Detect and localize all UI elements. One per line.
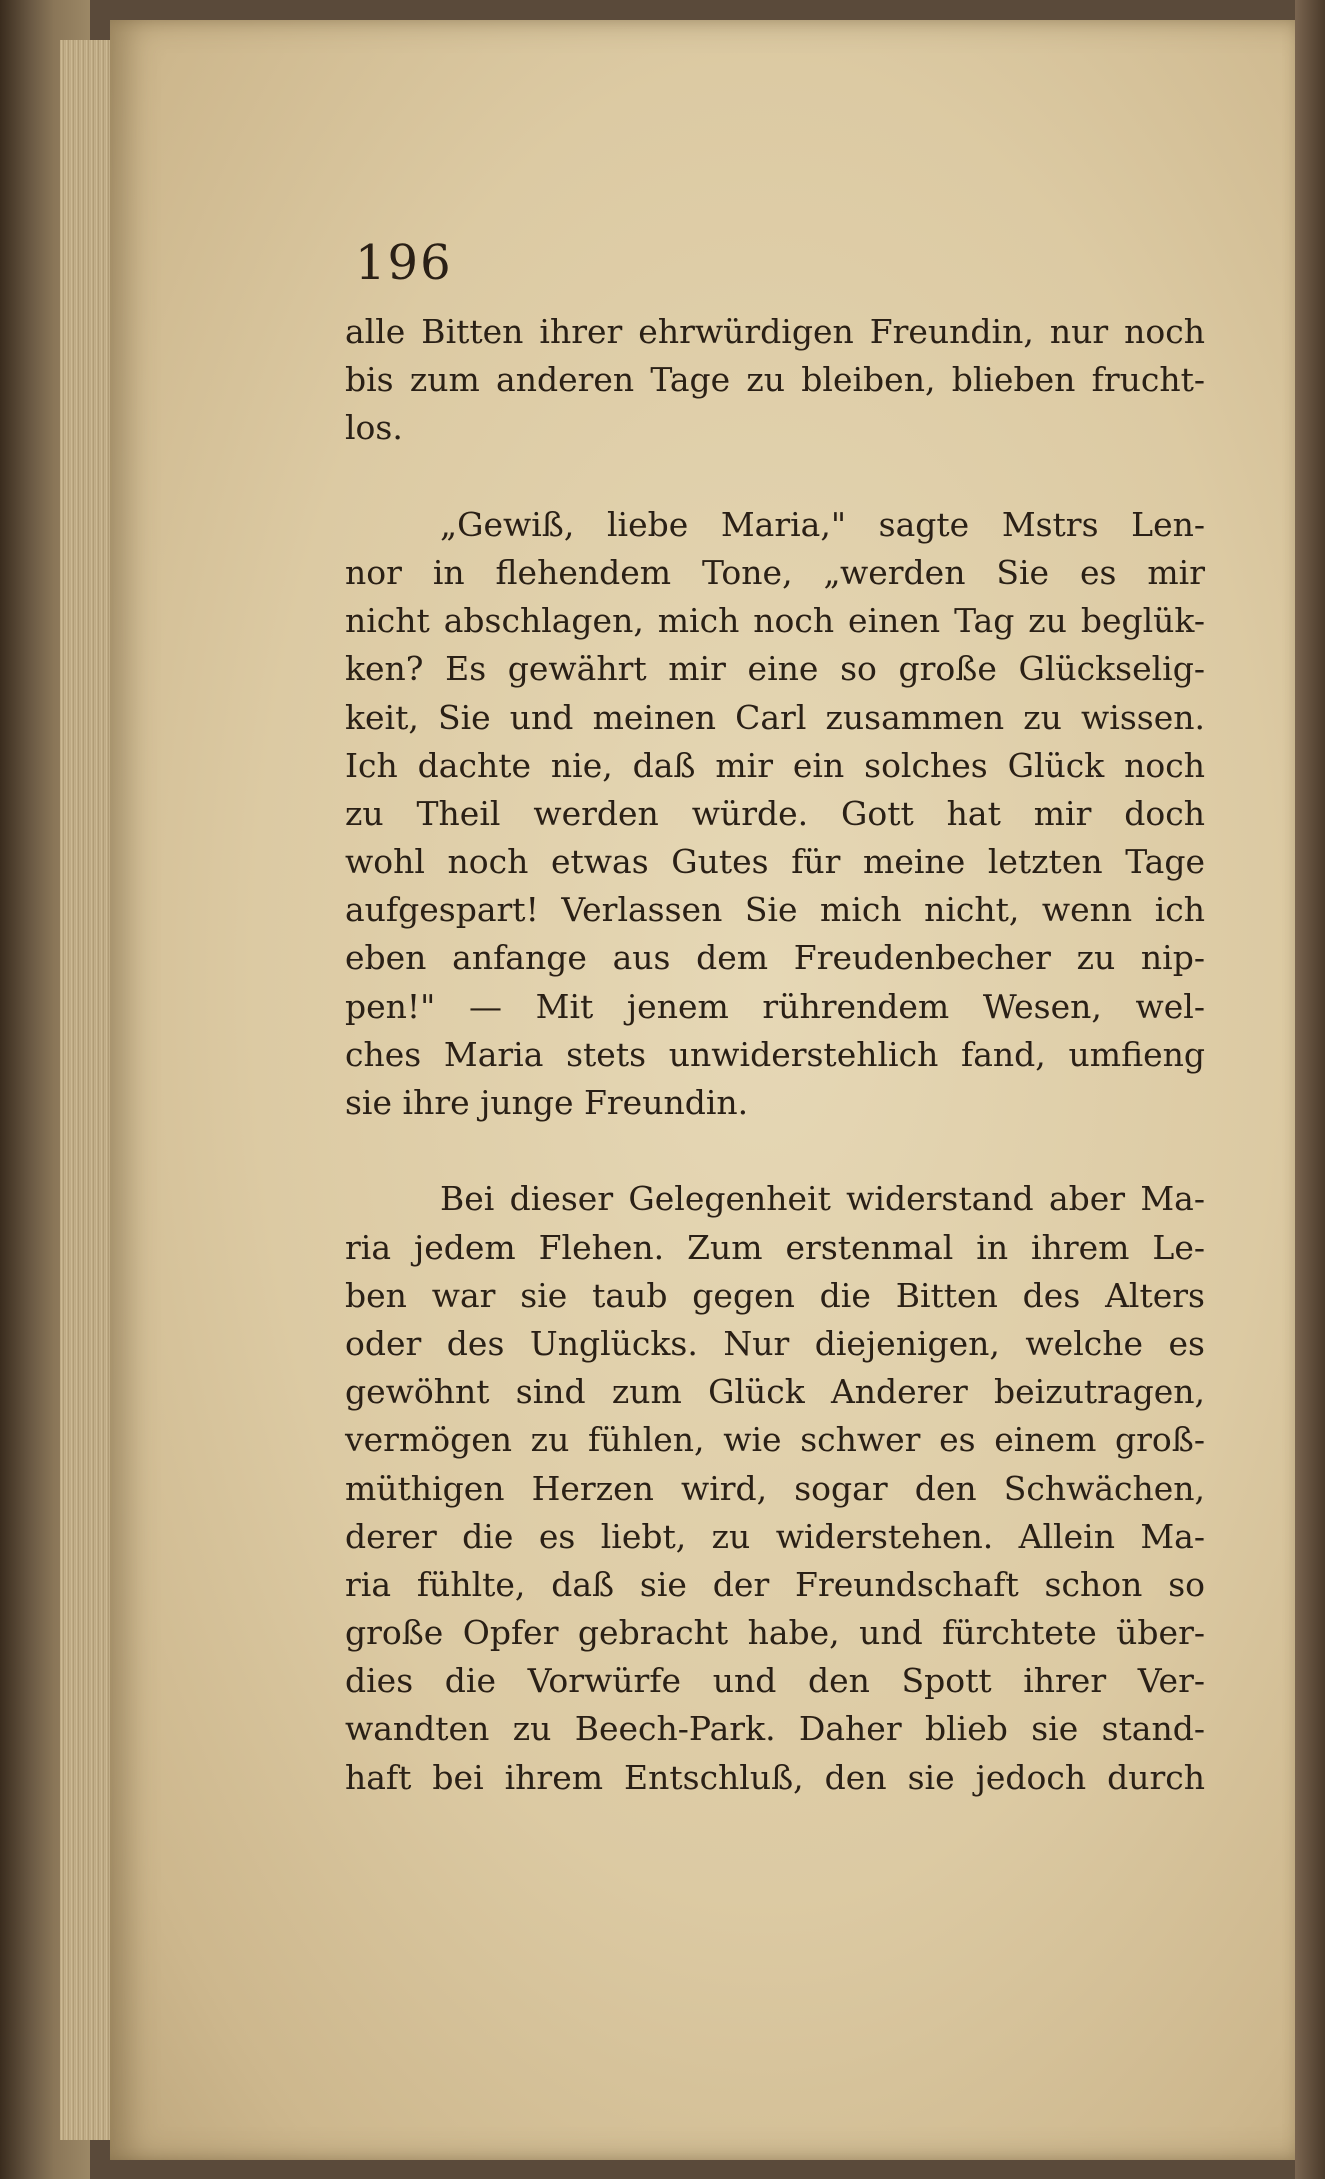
text-line: zu Theil werden würde. Gott hat mir doch — [345, 793, 1205, 833]
text-line: pen!" — Mit jenem rührendem Wesen, wel- — [345, 986, 1205, 1026]
text-line: alle Bitten ihrer ehrwürdigen Freundin, nur noch — [345, 312, 1205, 351]
text-line: haft bei ihrem Entschluß, den sie jedoch durch — [345, 1757, 1205, 1797]
text-line: aufgespart! Verlassen Sie mich nicht, wenn ich — [345, 890, 1205, 930]
text-line: ken? Es gewährt mir eine so große Glückselig- — [345, 649, 1205, 689]
page-number: 196 — [355, 235, 453, 291]
text-line: ria fühlte, daß sie der Freundschaft schon so — [345, 1564, 1205, 1604]
text-line: ches Maria stets unwiderstehlich fand, umfieng — [345, 1034, 1205, 1074]
paragraph-gap — [345, 1127, 1205, 1175]
text-line: keit, Sie und meinen Carl zusammen zu wissen. — [345, 697, 1205, 737]
text-line: sie ihre junge Freundin. — [345, 1083, 749, 1122]
text-line: los. — [345, 408, 403, 448]
page-right-edge — [1295, 0, 1325, 2179]
text-line: derer die es liebt, zu widerstehen. Allein Ma- — [345, 1516, 1205, 1556]
text-line: vermögen zu fühlen, wie schwer es einem groß- — [345, 1420, 1205, 1460]
text-line: dies die Vorwürfe und den Spott ihrer Ver- — [345, 1661, 1205, 1701]
text-line: oder des Unglücks. Nur diejenigen, welche es — [345, 1323, 1205, 1363]
text-line: Bei dieser Gelegenheit widerstand aber Ma- — [440, 1179, 1205, 1219]
text-line: nicht abschlagen, mich noch einen Tag zu beglük- — [345, 601, 1205, 641]
text-line: müthigen Herzen wird, sogar den Schwächen, — [345, 1468, 1205, 1508]
text-line: eben anfange aus dem Freudenbecher zu nip- — [345, 938, 1205, 978]
text-line: bis zum anderen Tage zu bleiben, blieben frucht- — [345, 360, 1205, 400]
text-line: „Gewiß, liebe Maria," sagte Mstrs Len- — [440, 504, 1205, 544]
text-line: ben war sie taub gegen die Bitten des Alters — [345, 1275, 1205, 1315]
paragraph-gap — [345, 453, 1205, 501]
text-line: gewöhnt sind zum Glück Anderer beizutragen, — [345, 1372, 1205, 1412]
text-line: wandten zu Beech-Park. Daher blieb sie stand- — [345, 1709, 1205, 1749]
text-block — [345, 308, 1205, 1802]
text-line: große Opfer gebracht habe, und fürchtete über- — [345, 1613, 1205, 1653]
text-line: ria jedem Flehen. Zum erstenmal in ihrem Le- — [345, 1227, 1205, 1267]
text-line: wohl noch etwas Gutes für meine letzten Tage — [345, 842, 1205, 882]
text-line: Ich dachte nie, daß mir ein solches Glück noch — [345, 745, 1205, 785]
text-line: nor in flehendem Tone, „werden Sie es mir — [345, 552, 1205, 592]
